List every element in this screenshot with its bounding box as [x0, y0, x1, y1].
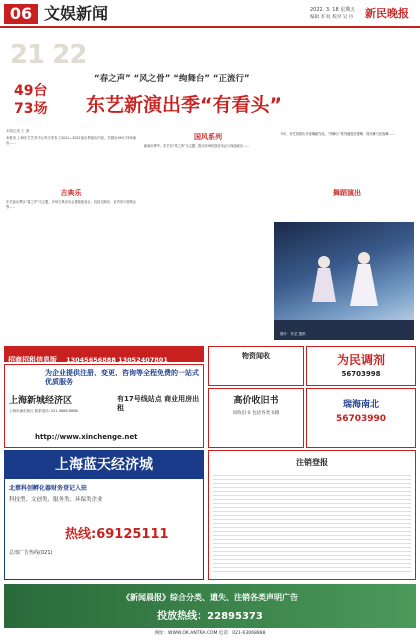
- ad2-text: 有17号线站点 商业用房出租: [117, 395, 200, 412]
- ad-notice: [208, 450, 416, 580]
- bottom-phone: 投放热线：22895373: [157, 611, 263, 622]
- notice: 注销登报: [296, 458, 328, 467]
- section-text-guofeng: 新演出季中，东艺以“风之骨”为主题，推出多场民族音乐会与戏曲演出……: [144, 144, 250, 148]
- page-number: 06: [4, 4, 38, 24]
- kicker: “春之声” “风之骨” “绚舞台” “正流行”: [94, 74, 250, 84]
- section-name: 文娱新闻: [44, 4, 109, 23]
- gold-sub: 回收旧书 包括各类书籍: [232, 411, 280, 416]
- people-news: 为民调剂: [336, 353, 385, 367]
- ruifeng-phone: 56703990: [335, 414, 387, 424]
- page-header: [0, 0, 420, 28]
- photo-caption: 图片：东艺 提供: [280, 332, 306, 336]
- section-text-classical: 东艺演出季以“春之声”为主题，多场古典音乐会将陆续登台，包括交响乐、室内乐与独奏会等……: [6, 200, 136, 209]
- recruit-phone: 13045656888 13052407801: [66, 356, 168, 364]
- blue-sub: 北蔡科创孵化器财务登记入驻: [9, 485, 88, 492]
- lead-paragraph: 本报讯 上海东方艺术中心昨天发布了2021—2022演出季演出内容，共推出49台73场演出……: [6, 136, 136, 145]
- news-phone: 总部广告热线(021): [9, 550, 53, 556]
- count-plays: 49台: [14, 83, 48, 99]
- dancer-figures-icon: [274, 222, 414, 340]
- people-phone: 56703998: [341, 370, 381, 378]
- notice-body: [213, 472, 411, 572]
- ad-lantian: [4, 450, 204, 580]
- big-banner: [5, 451, 203, 479]
- stage-photo: [274, 222, 414, 340]
- date-line: 2022. 3. 18 星期五: [310, 7, 356, 13]
- ad1-company: 上海新城经济区: [9, 396, 73, 406]
- gold-title: 高价收旧书: [233, 396, 279, 406]
- editor-line: 编辑 李 虹 校对 吴 丹: [310, 15, 354, 20]
- recruit-title: 招商招租信息版: [8, 356, 57, 364]
- feature-area: [4, 32, 416, 344]
- section-title-classical: 古典乐: [60, 189, 82, 197]
- blue-phone: 热线:69125111: [65, 527, 169, 542]
- col3-text: 今年，东艺将推出多部舞蹈作品，“绚舞台”系列涵盖芭蕾舞、现代舞与民族舞……: [280, 132, 395, 136]
- ad-ruifeng: [306, 388, 416, 448]
- bottom-banner-text: 《新闻晨报》综合分类、遗失、注销各类声明广告: [122, 593, 298, 602]
- website: http://www.xinchenge.net: [35, 433, 138, 441]
- ads-area: [4, 346, 416, 640]
- blue-list: 科技型、文创类、服务类、环保类企业: [9, 497, 103, 503]
- ad1-text: 为企业提供注册、变更、咨询等全程免费的一站式优质服务: [45, 369, 199, 386]
- recruit-banner: [4, 346, 204, 362]
- big-banner-text: 上海蓝天经济城: [55, 457, 153, 473]
- ad-wuzi: [208, 346, 304, 386]
- byline: 本报记者 王 凛: [6, 129, 30, 133]
- website-bar: 网址：WWW.OK.ANTRA.COM 电话：021-63068888: [154, 631, 266, 636]
- section-title-guofeng: 国风系列: [194, 133, 222, 141]
- section-title-dance: 舞蹈演出: [333, 189, 361, 197]
- ruifeng: 瑞海南北: [342, 400, 379, 410]
- headline: 东艺新演出季“有看头”: [86, 94, 282, 116]
- ad-xincheng: [4, 364, 204, 448]
- ad1-note: 上海市浦东新区 联系电话: 021-5888 8888: [9, 409, 78, 413]
- big-date: 21 22: [10, 40, 87, 70]
- count-shows: 73场: [14, 101, 48, 117]
- ad-weimin: [306, 346, 416, 386]
- masthead: 新民晚报: [365, 7, 409, 20]
- ad-gold: [208, 388, 304, 448]
- bottom-banner: [4, 584, 416, 628]
- magazine-title: 物资闻收: [242, 352, 270, 360]
